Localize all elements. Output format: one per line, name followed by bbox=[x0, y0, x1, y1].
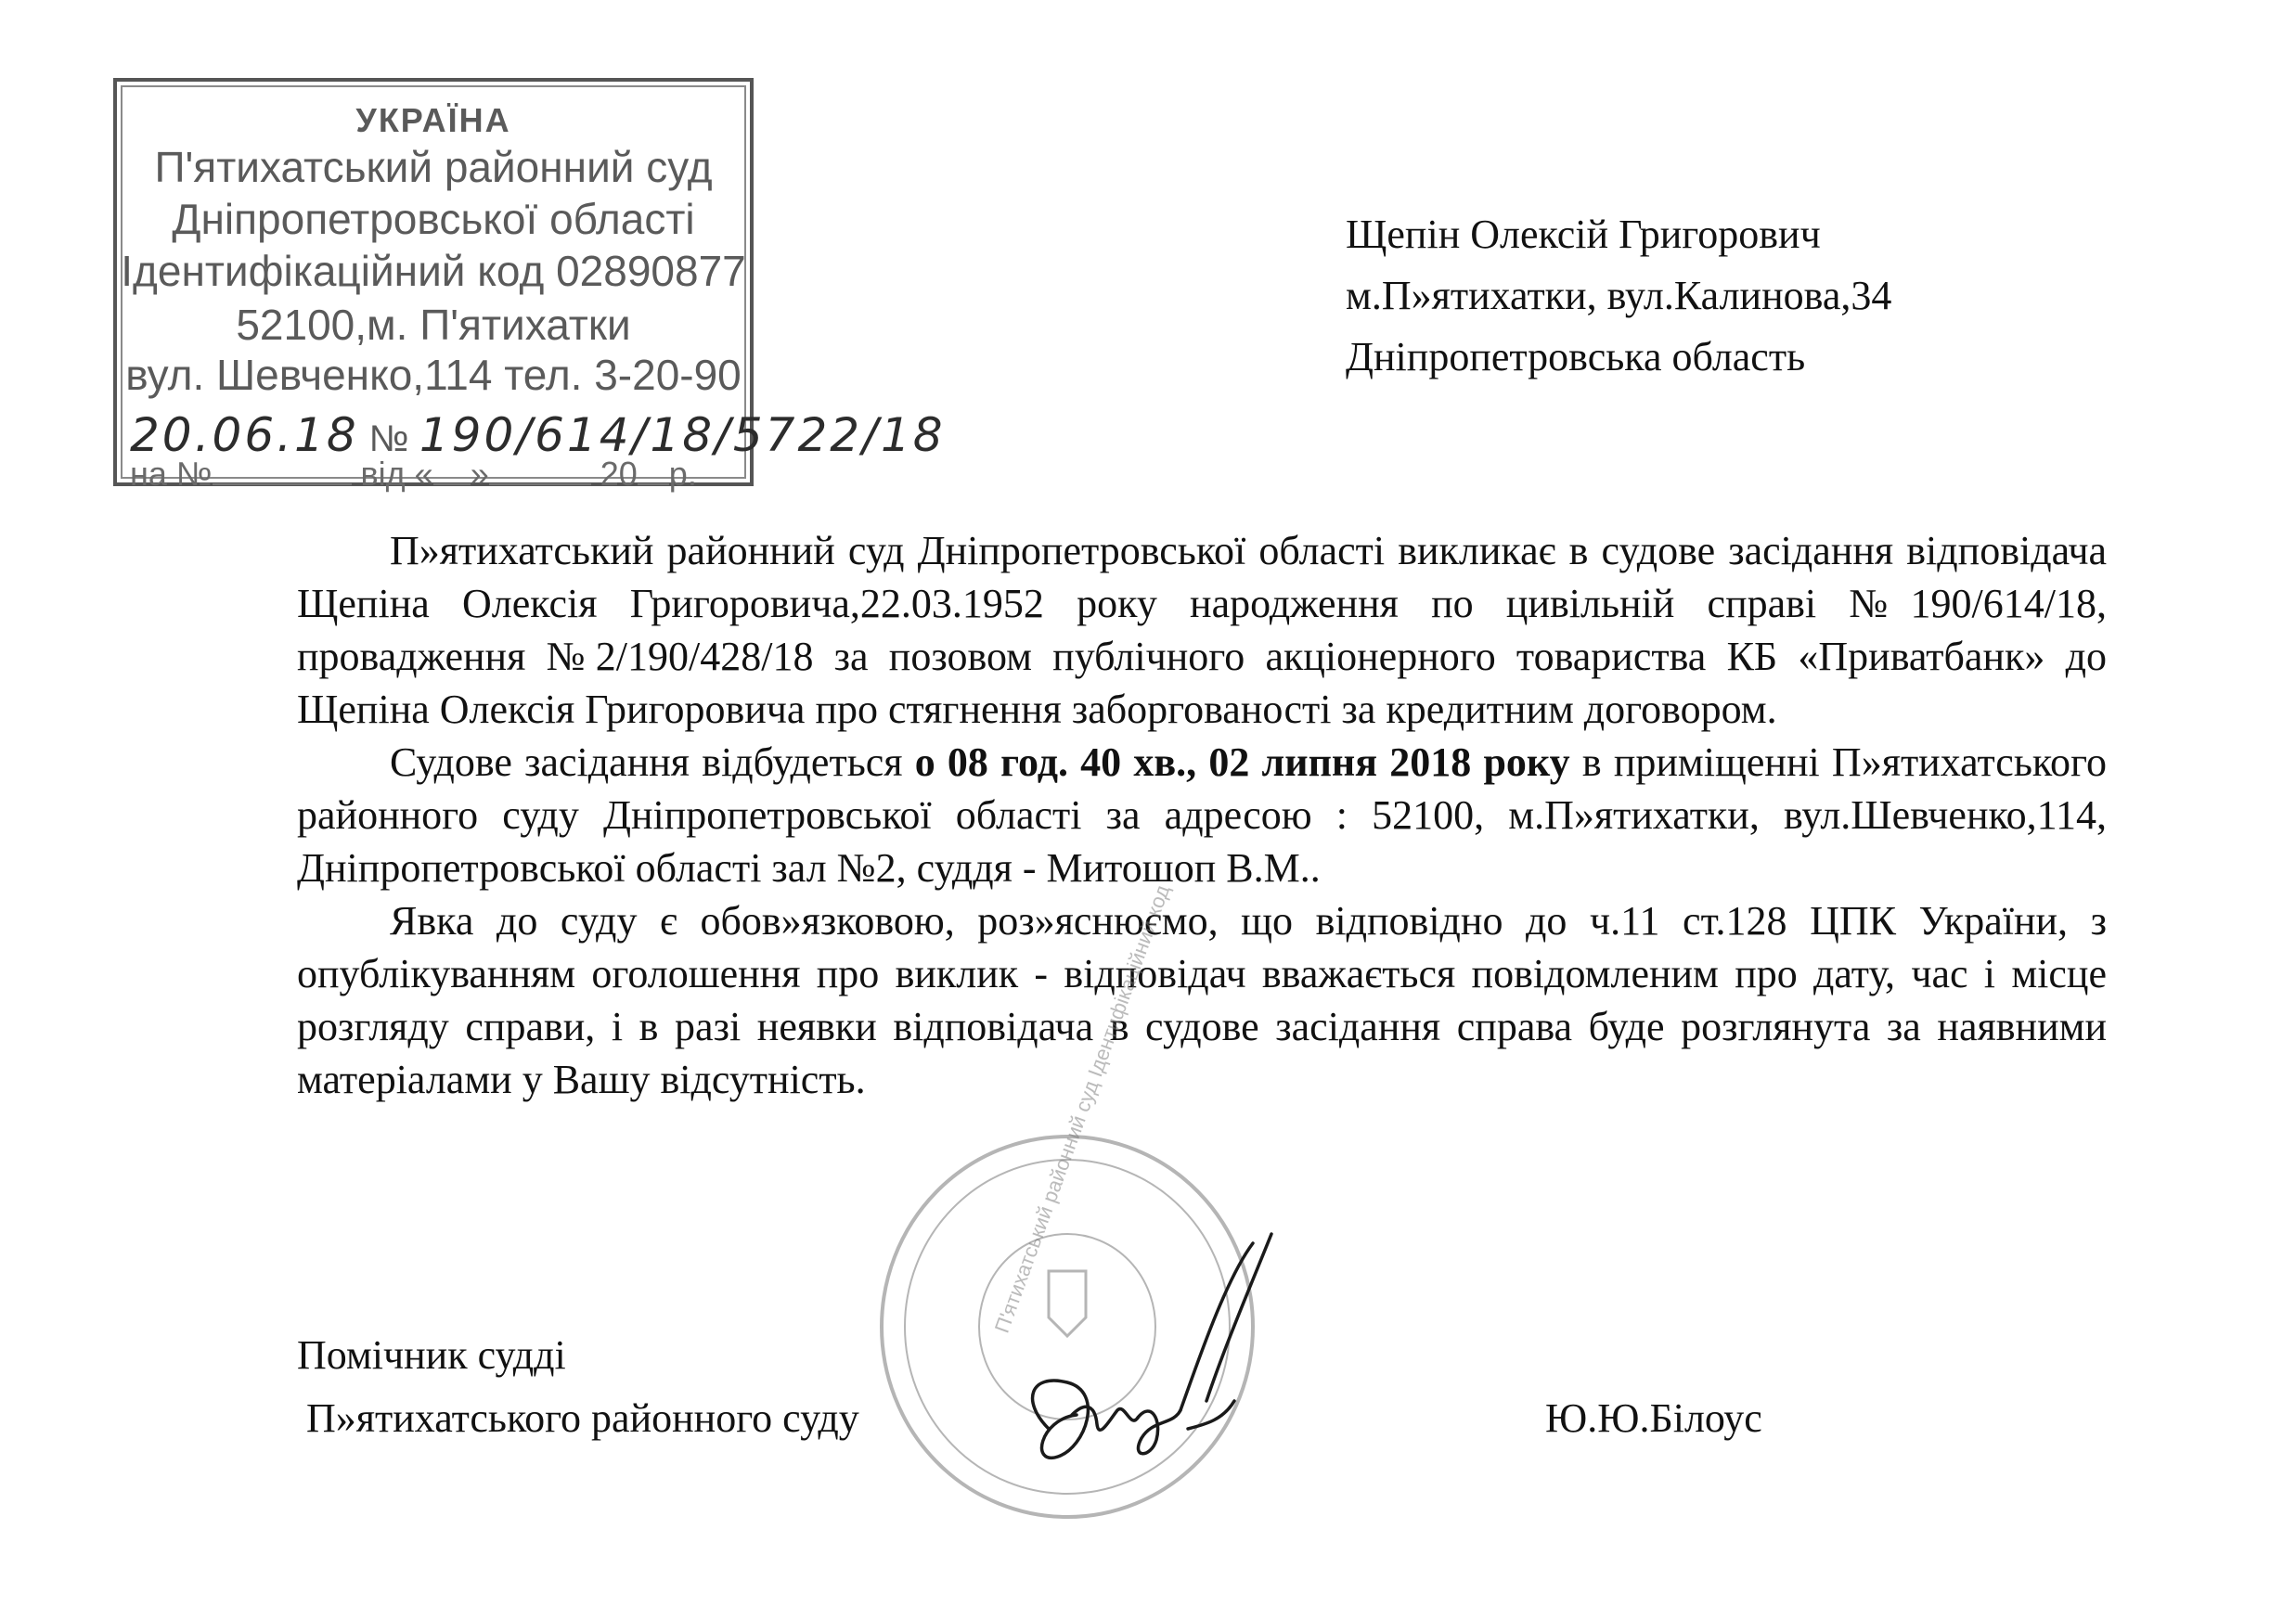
letter-body bbox=[297, 524, 2107, 1106]
signatory-title: Помічник судді bbox=[297, 1332, 566, 1378]
stamp-country: УКРАЇНА bbox=[355, 101, 511, 139]
stamp-region: Дніпропетровської області bbox=[172, 195, 695, 243]
round-seal bbox=[882, 1137, 1253, 1517]
handwritten-signature bbox=[1033, 1234, 1271, 1458]
addressee-block bbox=[1346, 204, 1891, 388]
stamp-reply-label: на № bbox=[130, 455, 213, 493]
addressee-name: Щепін Олексій Григорович bbox=[1346, 212, 1821, 257]
hearing-location: в приміщенні П»ятихатського районного суду Дніпропетровської області за адресою : 52100, м.П»ятихатки, вул.Шевченко,114, Дніпропетровської області зал №2, суддя - Митошоп В.М.. bbox=[297, 739, 2107, 891]
hearing-intro: Судове засідання відбудеться bbox=[390, 739, 915, 785]
stamp-street: вул. Шевченко,114 тел. 3-20-90 bbox=[125, 351, 742, 399]
court-header-stamp bbox=[113, 78, 946, 493]
signatory-name: Ю.Ю.Білоус bbox=[1545, 1395, 1762, 1441]
stamp-reply-from: від « bbox=[360, 455, 433, 493]
stamp-reg-date: 20.06.18 bbox=[130, 408, 359, 462]
stamp-reply-quote-close: » bbox=[470, 455, 489, 493]
addressee-address: м.П»ятихатки, вул.Калинова,34 bbox=[1346, 273, 1892, 318]
stamp-reply-year-suffix: р. bbox=[668, 455, 697, 493]
body-paragraph-attendance: Явка до суду є обов»язковою, роз»яснюємо, що відповідно до ч.11 ст.128 ЦПК України, з опублікуванням оголошення про виклик - відповідач вважається повідомленим про дату, час і місце розгляду справи, і в разі неявки відповідача в судове засідання справа буде розглянута за наявними матеріалами у Вашу відсутність. bbox=[297, 898, 2107, 1102]
stamp-reply-year-prefix: 20 bbox=[600, 455, 638, 493]
signatory-court: П»ятихатського районного суду bbox=[306, 1395, 859, 1441]
stamp-reg-number-label: № bbox=[368, 418, 409, 459]
hearing-datetime: о 08 год. 40 хв., 02 липня 2018 року bbox=[914, 739, 1570, 785]
body-paragraph-hearing bbox=[297, 736, 2107, 894]
seal-text: П'ятихатський районний суд Ідентифікаційний код bbox=[989, 881, 1175, 1336]
official-seal-and-signature bbox=[835, 881, 1355, 1559]
stamp-court-name: П'ятихатський районний суд bbox=[154, 143, 713, 191]
stamp-reply-line bbox=[130, 455, 697, 494]
stamp-id-code: Ідентифікаційний код 02890877 bbox=[121, 247, 746, 295]
body-paragraph-summons: П»ятихатський районний суд Дніпропетровської області викликає в судове засідання відповідача Щепіна Олексія Григоровича,22.03.1952 року народження по цивільній справі №190/614/18, провадження №2/190/428/18 за позовом публічного акціонерного товариства КБ «Приватбанк» до Щепіна Олексія Григоровича про стягнення заборгованості за кредитним договором. bbox=[297, 528, 2107, 732]
addressee-region: Дніпропетровська область bbox=[1346, 334, 1806, 379]
stamp-postal: 52100,м. П'ятихатки bbox=[236, 301, 631, 349]
stamp-reg-number: 190/614/18/5722/18 bbox=[419, 408, 946, 462]
